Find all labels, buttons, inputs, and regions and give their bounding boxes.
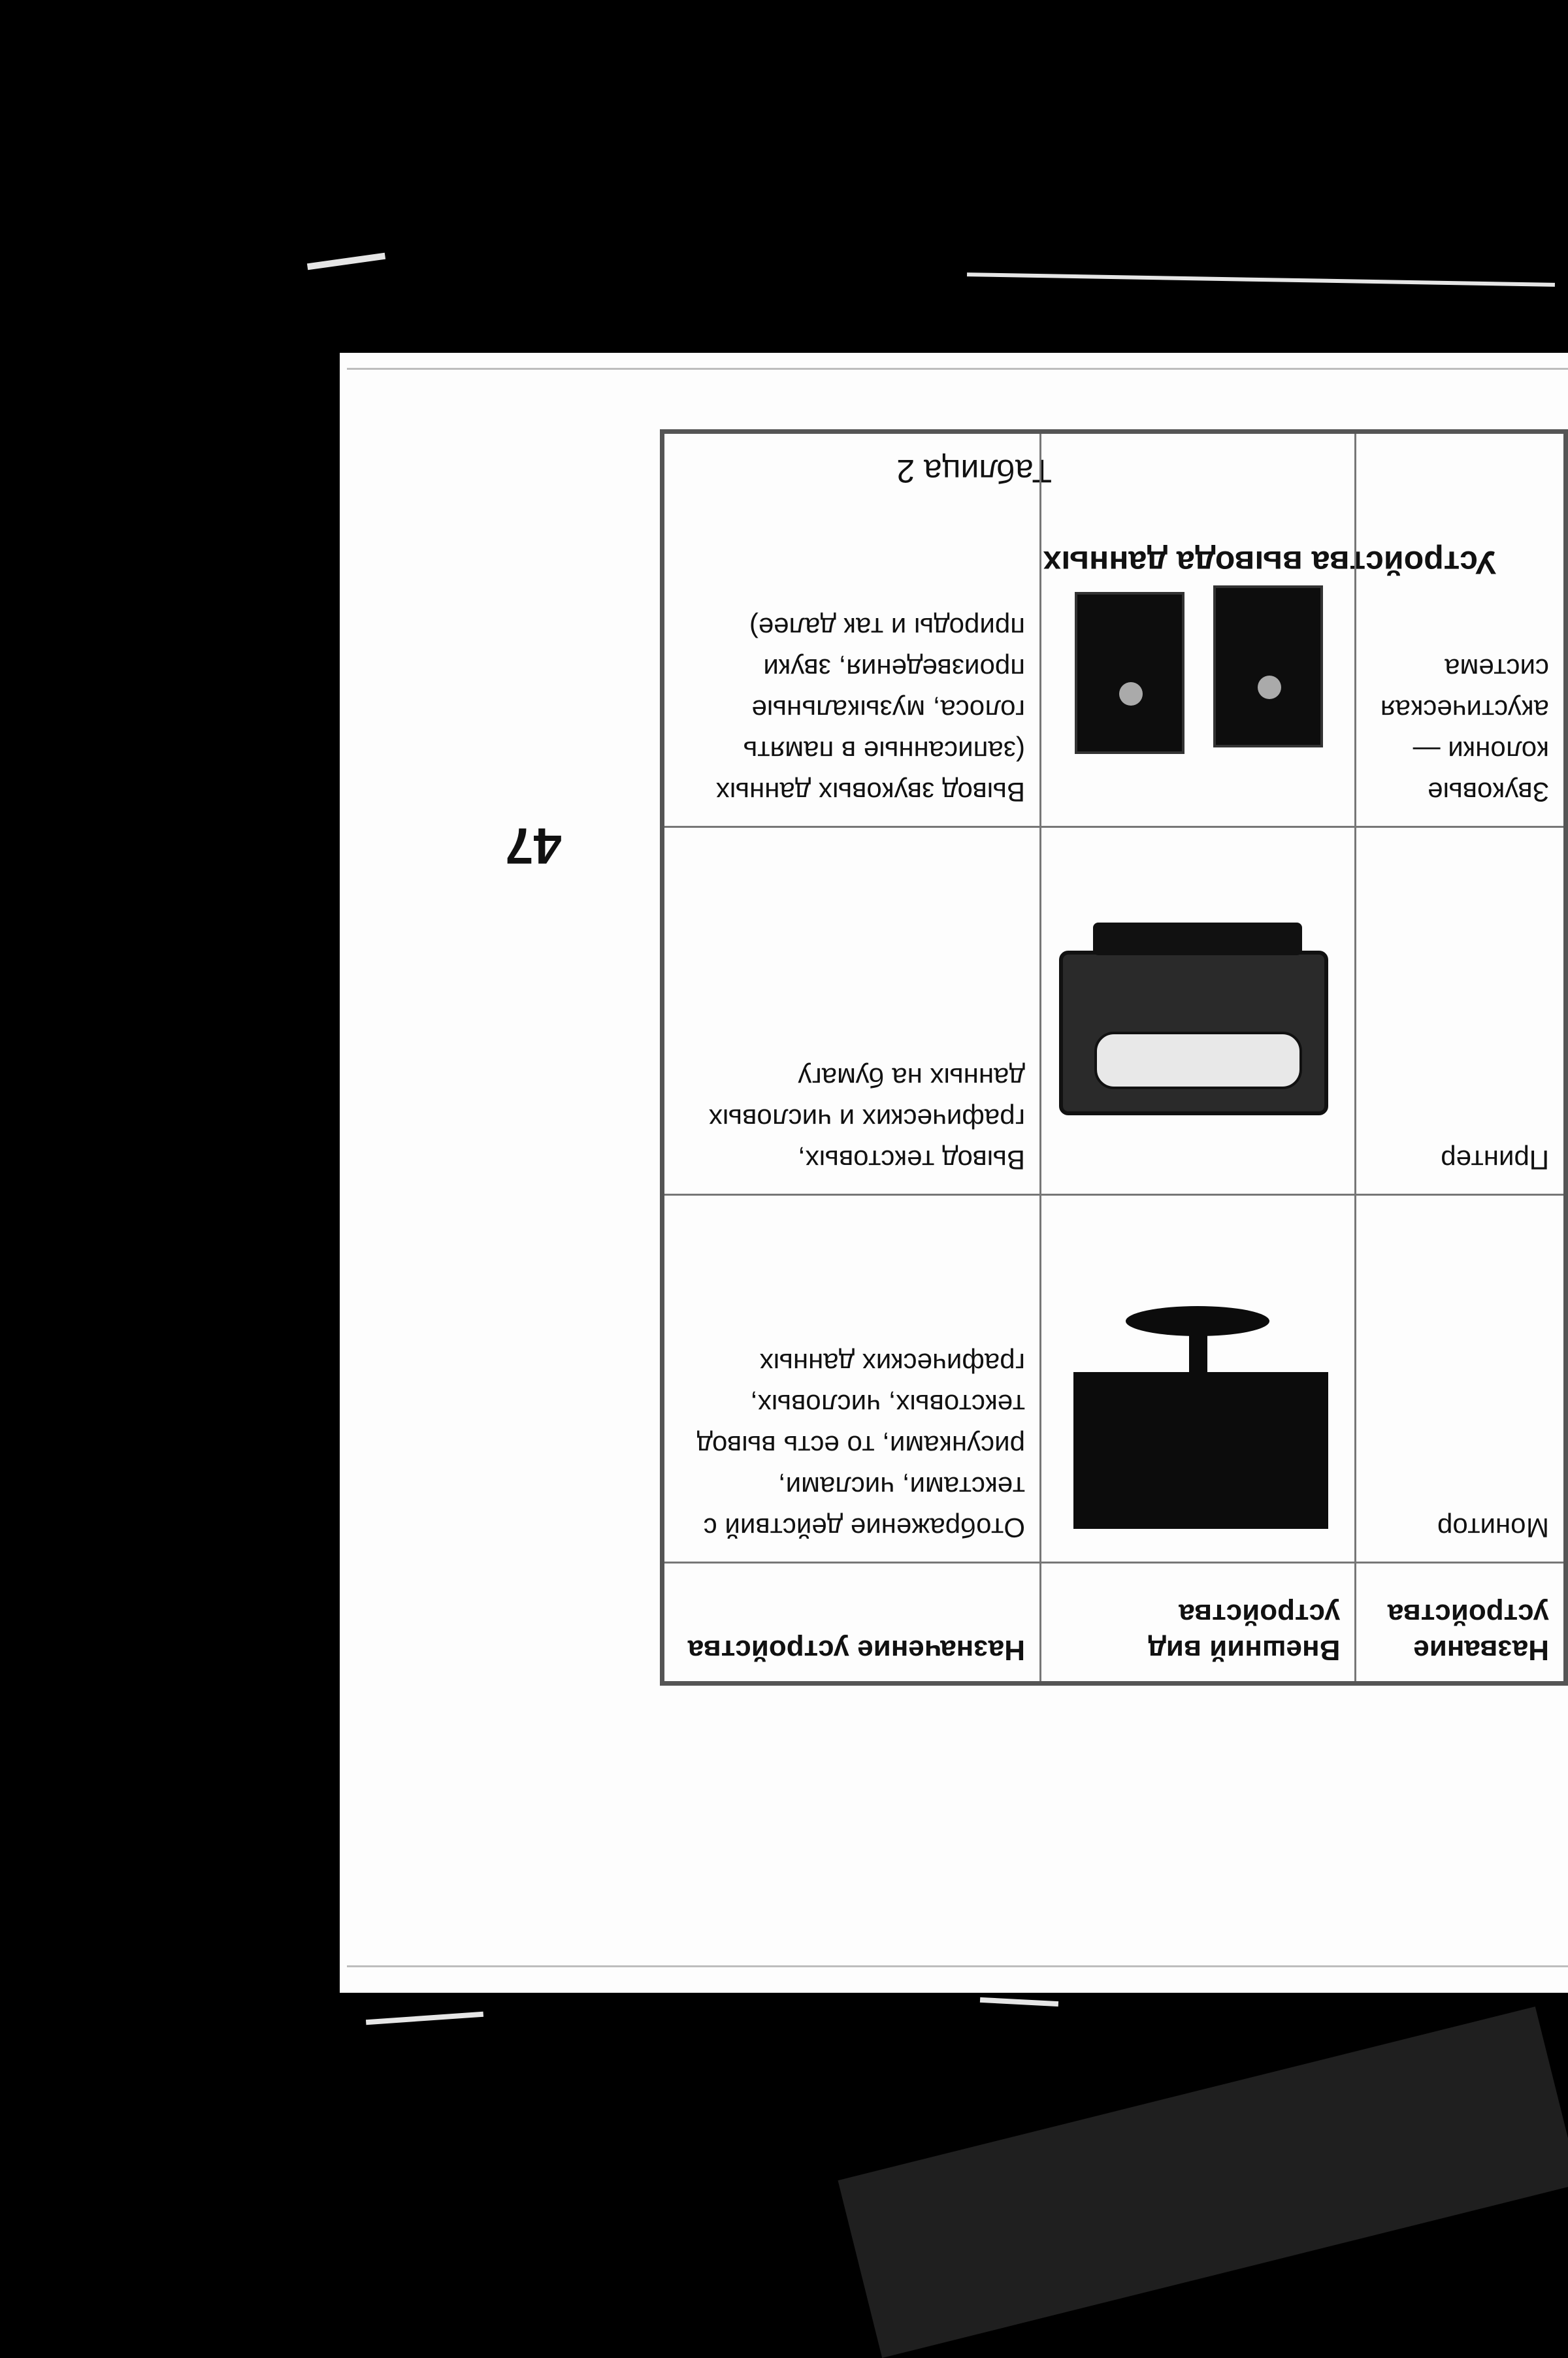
header-device-purpose: Назначение устройства: [662, 1563, 1041, 1684]
monitor-base: [1126, 1306, 1269, 1336]
monitor-icon: [1040, 1195, 1355, 1563]
speaker-right: [1075, 592, 1184, 754]
speaker-driver: [1119, 682, 1143, 706]
scan-streak: [307, 253, 385, 270]
printer-tray: [1093, 923, 1302, 955]
device-name-cell: Принтер: [1356, 827, 1566, 1195]
table-header-row: [662, 1563, 1566, 1684]
device-purpose-cell: Вывод текстовых, графических и числовых данных на бумагу: [662, 827, 1041, 1195]
page-top-edge-line: [347, 368, 1568, 370]
scan-streak: [980, 1997, 1058, 2006]
device-purpose-cell: Отображение действий с текстами, числами, рисунками, то есть вывод текстовых, числовых, графических данных: [662, 1195, 1041, 1563]
monitor-neck: [1189, 1333, 1207, 1372]
table-row: [662, 432, 1566, 827]
scan-streak: [366, 2012, 483, 2025]
device-purpose-cell: Вывод звуковых данных (записанные в память голоса, музыкальные произведения, звуки природы и так далее): [662, 432, 1041, 827]
scan-streak: [967, 272, 1555, 287]
device-name-cell: Звуковые колонки — акустическая система: [1356, 432, 1566, 827]
speaker-left: [1213, 585, 1323, 747]
header-device-appearance: Внешний вид устройства: [1040, 1563, 1355, 1684]
printer-icon: [1040, 827, 1355, 1195]
table-row: [662, 827, 1566, 1195]
header-device-name: Название устройства: [1356, 1563, 1566, 1684]
monitor-screen: [1073, 1372, 1328, 1529]
device-name-cell: Монитор: [1356, 1195, 1566, 1563]
table-caption: Таблица 2: [896, 453, 1052, 489]
book-page: [340, 353, 1568, 1993]
printer-paper-roll: [1094, 1032, 1302, 1089]
table-title: Устройства вывода данных: [1043, 544, 1496, 581]
page-content-rotated: [340, 353, 1568, 1993]
output-devices-table: [660, 429, 1568, 1686]
table-row: [662, 1195, 1566, 1563]
page-number: 47: [505, 817, 562, 875]
speakers-icon: [1040, 432, 1355, 827]
scan-glare: [838, 2006, 1568, 2358]
page-bottom-edge-line: [347, 1965, 1568, 1967]
speaker-driver: [1258, 676, 1281, 699]
